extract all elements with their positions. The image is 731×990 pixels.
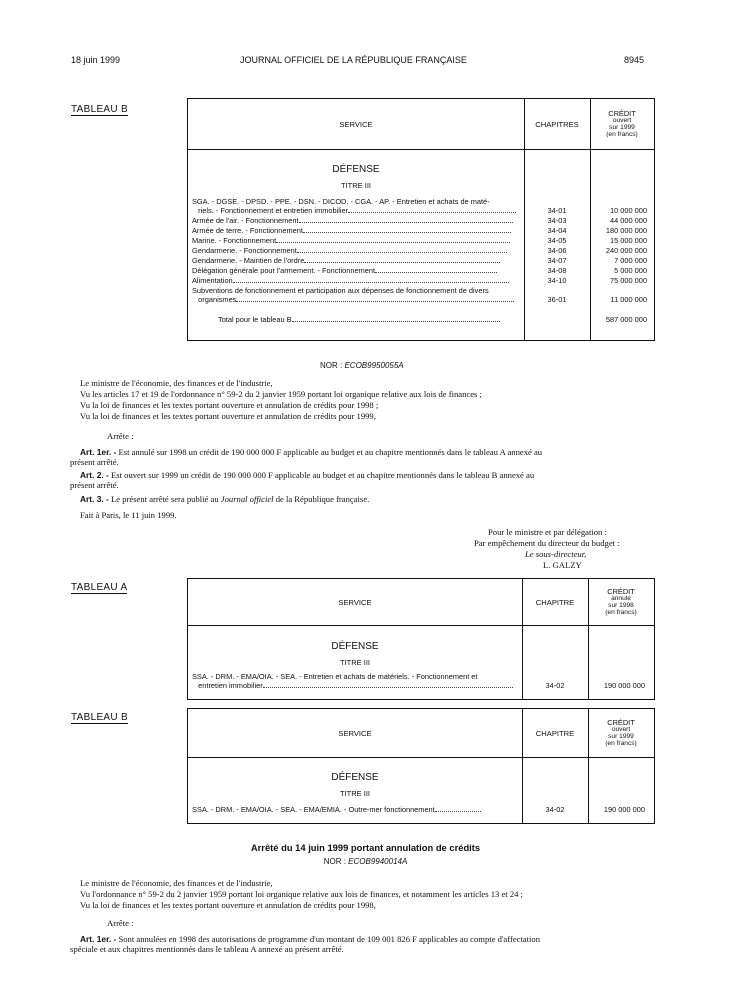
- table1-row-7: Délégation générale pour l'armement. - Fonctionnement: [192, 266, 497, 275]
- table1-col-chapitres: CHAPITRES: [535, 119, 579, 129]
- table2: [187, 578, 655, 700]
- table1: [187, 98, 655, 341]
- table1-amount-7: 5 000 000: [614, 266, 647, 275]
- decree1-art3: Art. 3. - Le présent arrêté sera publié au Journal officiel de la République française.: [80, 494, 370, 504]
- table1-row-3: Armée de terre. - Fonctionnement: [192, 226, 511, 235]
- table1-titre: TITRE III: [341, 181, 371, 190]
- decree1-p2: Vu les articles 17 et 19 de l'ordonnance n° 59-2 du 2 janvier 1959 portant loi organique relative aux lois de finances ;: [80, 389, 482, 399]
- table1-amount-8: 75 000 000: [610, 276, 647, 285]
- table3-amount: 190 000 000: [603, 805, 645, 814]
- table3-col-service: SERVICE: [338, 728, 372, 738]
- decree2-art1-cont: spéciale et aux chapitres mentionnés dans le tableau A annexé au présent arrêté.: [70, 944, 344, 954]
- table1-body: [188, 150, 654, 341]
- table3-header: [188, 709, 654, 758]
- table1-credit-year: sur 1999: [609, 124, 635, 131]
- table2-body: [188, 626, 654, 700]
- table1-credit-sub: ouvert: [612, 117, 632, 124]
- table1-chap-3: 34-04: [547, 226, 567, 235]
- decree1-fait: Fait à Paris, le 11 juin 1999.: [80, 510, 177, 520]
- table1-total: Total pour le tableau B: [218, 315, 500, 324]
- table2-titre: TITRE III: [340, 658, 370, 667]
- table1-chap-5: 34-06: [547, 246, 567, 255]
- nor-1-code: ECOB9950055A: [344, 361, 404, 370]
- decree2-arrete: Arrête :: [107, 918, 134, 928]
- table3-titre: TITRE III: [340, 789, 370, 798]
- nor-2: NOR : ECOB9940014A: [323, 857, 408, 866]
- table2-col-chapitre: CHAPITRE: [535, 597, 575, 607]
- decree1-art2: Art. 2. - Est ouvert sur 1999 un crédit de 190 000 000 F applicable au budget et au chapitre mentionnés dans le tableau B annexé au: [80, 470, 535, 480]
- table1-section: DÉFENSE: [332, 164, 380, 175]
- table1-chap-6: 34-07: [547, 256, 567, 265]
- table2-amount: 190 000 000: [603, 681, 645, 690]
- table1-row-6: Gendarmerie. - Maintien de l'ordre: [192, 256, 500, 265]
- table1-chap-9: 36-01: [547, 295, 567, 304]
- decree1-p4: Vu la loi de finances et les textes portant ouverture et annulation de crédits pour 1999,: [80, 411, 376, 421]
- table3-chap: 34-02: [545, 805, 565, 814]
- table1-amount-5: 240 000 000: [605, 246, 647, 255]
- table1-amount-9: 11 000 000: [610, 295, 647, 304]
- table1-col-service: SERVICE: [339, 119, 373, 129]
- table1-row-4: Marine. - Fonctionnement: [192, 236, 510, 245]
- table1-amount-2: 44 000 000: [610, 216, 647, 225]
- header-date: 18 juin 1999: [71, 55, 121, 65]
- table1-amount-6: 7 000 000: [614, 256, 647, 265]
- header-page-number: 8945: [624, 55, 645, 65]
- decree1-art2-cont: présent arrêté.: [70, 480, 119, 490]
- table3-section: DÉFENSE: [331, 772, 379, 783]
- signature-line-2: Par empêchement du directeur du budget :: [474, 538, 620, 548]
- decree2-p1: Le ministre de l'économie, des finances et de l'industrie,: [80, 878, 273, 888]
- nor-1: NOR : ECOB9950055A: [320, 361, 404, 370]
- signature-name: L. GALZY: [543, 560, 582, 570]
- decree2-p3: Vu la loi de finances et les textes portant ouverture et annulation de crédits pour 1998,: [80, 900, 376, 910]
- table2-col-service: SERVICE: [338, 597, 372, 607]
- table2-section: DÉFENSE: [331, 641, 379, 652]
- decree1-art1: Art. 1er. - Est annulé sur 1998 un crédit de 190 000 000 F applicable au budget et au chapitre mentionnés dans le tableau A annexé au: [80, 447, 543, 457]
- table1-chap-2: 34-03: [547, 216, 567, 225]
- table1-amount-1: 10 000 000: [610, 206, 647, 215]
- signature-line-1: Pour le ministre et par délégation :: [488, 527, 607, 537]
- table1-col-credit: [590, 99, 654, 149]
- table1-header: [188, 99, 654, 150]
- table1-amount-4: 15 000 000: [610, 236, 647, 245]
- table2-row: SSA. - DRM. - EMA/OIA. - SEA. - Entretien et achats de matériels. - Fonctionnement et entretien immobilier: [192, 672, 513, 690]
- table1-credit-title: CRÉDIT: [608, 109, 636, 118]
- signature-line-3: Le sous-directeur,: [525, 549, 587, 559]
- table3-col-credit: CRÉDIT ouvert sur 1999 (en francs): [605, 718, 637, 747]
- table1-chap-4: 34-05: [547, 236, 567, 245]
- decree2-p2: Vu l'ordonnance n° 59-2 du 2 janvier 1959 portant loi organique relative aux lois de finances, et notamment les articles 13 et 24 ;: [80, 889, 523, 899]
- table1-chap-1: 34-01: [547, 206, 567, 215]
- table1-row-1: SGA. - DGSE. - DPSD. - PPE. - DSN. - DICOD. - CGA. - AP. - Entretien et achats de maté- riels. - Fonctionnement et entretien immobilier: [192, 197, 516, 215]
- table3: [187, 708, 655, 824]
- table1-chap-7: 34-08: [547, 266, 567, 275]
- decree2-art1: Art. 1er. - Sont annulées en 1998 des autorisations de programme d'un montant de 109 001 826 F applicables au compte d'affectation: [80, 934, 541, 944]
- nor-2-code: ECOB9940014A: [348, 857, 408, 866]
- decree1-p1: Le ministre de l'économie, des finances et de l'industrie,: [80, 378, 273, 388]
- table3-label: TABLEAU B: [71, 712, 128, 723]
- table3-body: [188, 758, 654, 824]
- table3-row: SSA. - DRM. - EMA/OIA. - SEA. - EMA/EMIA. - Outre-mer fonctionnement: [192, 805, 481, 814]
- table2-chap: 34-02: [545, 681, 565, 690]
- table1-chap-8: 34-10: [547, 276, 567, 285]
- table1-total-amount: 587 000 000: [605, 315, 647, 324]
- decree2-title: Arrêté du 14 juin 1999 portant annulation de crédits: [250, 842, 481, 853]
- table1-label: TABLEAU B: [71, 104, 128, 115]
- table2-col-credit: CRÉDIT annulé sur 1998 (en francs): [605, 587, 637, 616]
- decree1-p3: Vu la loi de finances et les textes portant ouverture et annulation de crédits pour 1998 ;: [80, 400, 379, 410]
- table2-label: TABLEAU A: [71, 582, 128, 593]
- table1-row-5: Gendarmerie. - Fonctionnement: [192, 246, 507, 255]
- table1-row-9: Subventions de fonctionnement et participation aux dépenses de fonctionnement de divers organismes: [192, 286, 514, 304]
- table1-credit-unit: (en francs): [606, 131, 638, 138]
- table3-col-chapitre: CHAPITRE: [535, 728, 575, 738]
- header-journal-title: JOURNAL OFFICIEL DE LA RÉPUBLIQUE FRANÇAISE: [240, 55, 467, 65]
- decree1-art1-cont: présent arrêté.: [70, 457, 119, 467]
- table1-row-8: Alimentation: [192, 276, 509, 285]
- table2-header: [188, 579, 654, 626]
- decree1-arrete: Arrête :: [107, 431, 134, 441]
- table1-row-2: Armée de l'air. - Fonctionnement: [192, 216, 513, 225]
- table1-amount-3: 180 000 000: [605, 226, 647, 235]
